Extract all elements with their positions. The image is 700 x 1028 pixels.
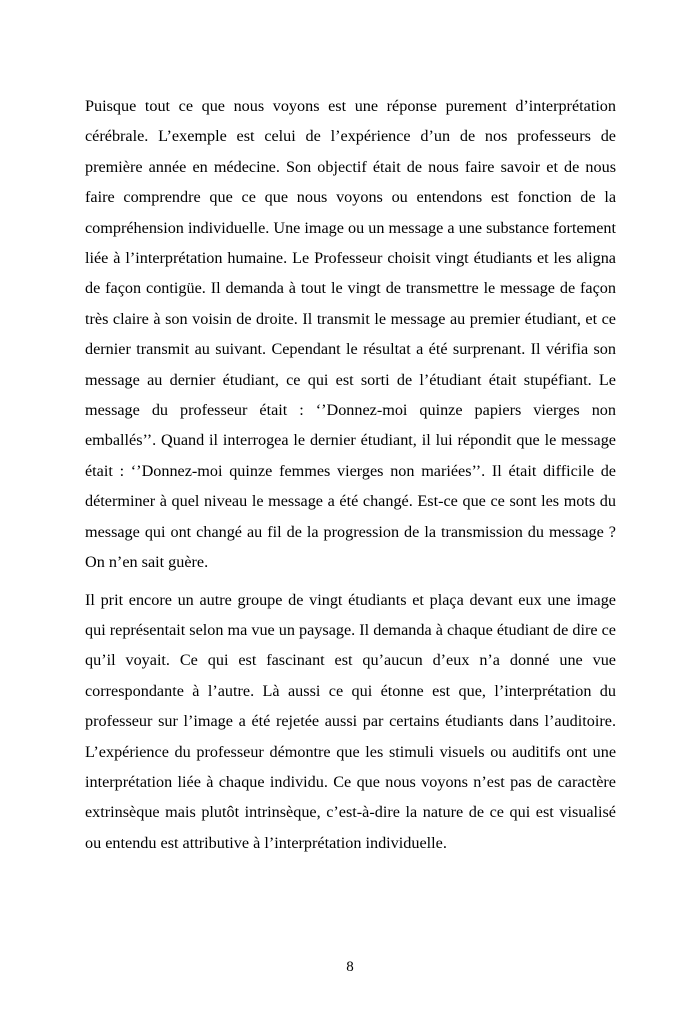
paragraph-1: Puisque tout ce que nous voyons est une réponse purement d’interprétation cérébrale. L’exemple est celui de l’expérience d’un de nos professeurs de première année en médecine. Son objectif était de nous faire savoir et de nous faire comprendre que ce que nous voyons ou entendons est fonction de la compréhension individuelle. Une image ou un message a une substance fortement liée à l’interprétation humaine. Le Professeur choisit vingt étudiants et les aligna de façon contigüe. Il demanda à tout le vingt de transmettre le message de façon très claire à son voisin de droite. Il transmit le message au premier étudiant, et ce dernier transmit au suivant. Cependant le résultat a été surprenant. Il vérifia son message au dernier étudiant, ce qui est sorti de l’étudiant était stupéfiant. Le message du professeur était : ‘’Donnez-moi quinze papiers vierges non emballés’’. Quand il interrogea le dernier étudiant, il lui répondit que le message était : ‘’Donnez-moi quinze femmes vierges non mariées’’. Il était difficile de déterminer à quel niveau le message a été changé. Est-ce que ce sont les mots du message qui ont changé au fil de la progression de la transmission du message ? On n’en sait guère.: [85, 97, 616, 572]
page-number: 8: [346, 959, 354, 975]
body-text: [85, 91, 616, 858]
paragraph-2: Il prit encore un autre groupe de vingt étudiants et plaça devant eux une image qui représentait selon ma vue un paysage. Il demanda à chaque étudiant de dire ce qu’il voyait. Ce qui est fascinant est qu’aucun d’eux n’a donné une vue correspondante à l’autre. Là aussi ce qui étonne est que, l’interprétation du professeur sur l’image a été rejetée aussi par certains étudiants dans l’auditoire. L’expérience du professeur démontre que les stimuli visuels ou auditifs ont une interprétation liée à chaque individu. Ce que nous voyons n’est pas de caractère extrinsèque mais plutôt intrinsèque, c’est-à-dire la nature de ce qui est visualisé ou entendu est attributive à l’interprétation individuelle.: [85, 590, 616, 852]
